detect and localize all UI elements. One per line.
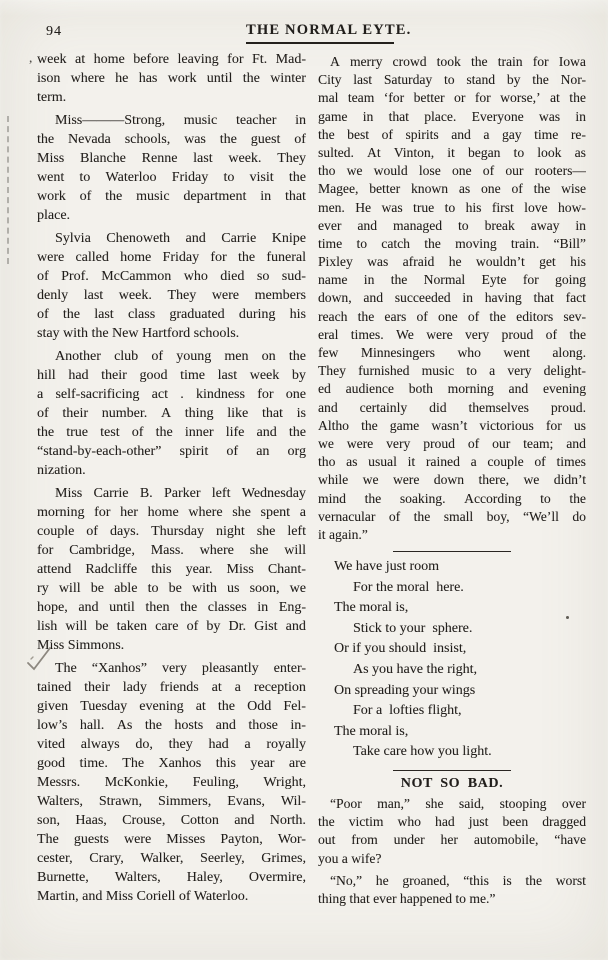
stray-ink-dot bbox=[566, 616, 569, 619]
text-line: the best of spirits and a gay time re- bbox=[318, 126, 586, 142]
text-line: tho we would lose one of our rooters— bbox=[318, 163, 586, 179]
margin-pencil-dashes bbox=[7, 116, 9, 264]
poem-line: For a lofties flight, bbox=[353, 703, 462, 719]
poem-line: For the moral here. bbox=[353, 579, 464, 595]
text-line: you a wife? bbox=[318, 850, 382, 866]
text-line: stay with the New Hartford schools. bbox=[37, 326, 240, 341]
paragraph bbox=[37, 659, 306, 906]
paragraph bbox=[318, 795, 586, 868]
pencil-checkmark-icon bbox=[25, 645, 53, 673]
text-line: cester, Crary, Walker, Seerley, Grimes, bbox=[37, 851, 306, 866]
text-line: work of the music department in that bbox=[37, 189, 306, 204]
text-line: lish will be taken care of by Dr. Gist and bbox=[37, 619, 306, 634]
text-line: ry will be able to be with us soon, we bbox=[37, 581, 306, 596]
text-line: They furnished music to a very delight- bbox=[318, 363, 586, 379]
text-line: we were very proud of our team; and bbox=[318, 435, 586, 451]
text-line: couple of days. Thursday night she left bbox=[37, 524, 306, 539]
text-line: for Cambridge, Mass. where she will bbox=[37, 543, 306, 558]
text-line: the Nevada schools, was the guest of bbox=[37, 132, 306, 147]
text-line: Magee, better known as one of the wise bbox=[318, 181, 586, 197]
text-line: Another club of young men on the bbox=[55, 349, 306, 364]
text-line: eral times. We were very proud of the bbox=[318, 326, 586, 342]
text-line: nization. bbox=[37, 463, 86, 478]
poem bbox=[318, 557, 586, 763]
section-divider-rule bbox=[393, 770, 511, 771]
stray-ink-mark: , bbox=[29, 50, 33, 65]
text-line: Sylvia Chenoweth and Carrie Knipe bbox=[55, 231, 306, 246]
text-line: Miss Carrie B. Parker left Wednesday bbox=[55, 486, 306, 501]
text-line: down, and succeeded in having that fact bbox=[318, 290, 586, 306]
text-line: ison where he has work until the winter bbox=[37, 71, 306, 86]
text-line: ever and managed to break away in bbox=[318, 217, 586, 233]
text-line: it again.” bbox=[318, 526, 368, 542]
text-line: Altho the game wasn’t victorious for us bbox=[318, 417, 586, 433]
left-column bbox=[37, 50, 306, 910]
text-line: given Tuesday evening at the Odd Fel- bbox=[37, 699, 306, 714]
text-line: were called home Friday for the funeral bbox=[37, 250, 306, 265]
text-line: A merry crowd took the train for Iowa bbox=[330, 54, 586, 69]
text-line: low’s hall. As the hosts and those in- bbox=[37, 718, 306, 733]
text-line: of their number. A thing like that is bbox=[37, 406, 306, 421]
text-line: of Prof. McCammon who died so sud- bbox=[37, 269, 306, 284]
text-line: attend Radcliffe this year. Miss Chant- bbox=[37, 562, 306, 577]
paragraph bbox=[318, 872, 586, 908]
section-heading: NOT SO BAD. bbox=[400, 776, 504, 791]
paragraph bbox=[37, 347, 306, 480]
text-line: Pixley was afraid he wouldn’t get his bbox=[318, 254, 586, 270]
text-line: sulted. At Vinton, it began to look as bbox=[318, 144, 586, 160]
text-line: morning for her home where she spent a bbox=[37, 505, 306, 520]
text-line: Miss Blanche Renne last week. They bbox=[37, 151, 306, 166]
text-line: vited always do, they had a royally bbox=[37, 737, 306, 752]
text-line: out from under her automobile, “have bbox=[318, 832, 586, 848]
right-column bbox=[318, 50, 586, 912]
text-line: denly last week. They were members bbox=[37, 288, 306, 303]
text-line: men. He was true to his first love how- bbox=[318, 199, 586, 215]
text-line: Miss Simmons. bbox=[37, 638, 125, 653]
text-line: Martin, and Miss Coriell of Waterloo. bbox=[37, 889, 249, 904]
text-line: and certainly did themselves proud. bbox=[318, 399, 586, 415]
text-line: vernacular of the small boy, “We’ll do bbox=[318, 508, 586, 524]
paragraph bbox=[37, 111, 306, 225]
text-line: name in the Normal Eyte for going bbox=[318, 272, 586, 288]
text-line: City last Saturday to stand by the Nor- bbox=[318, 72, 586, 88]
poem-line: Or if you should insist, bbox=[334, 641, 467, 657]
page-header-title: THE NORMAL EYTE. bbox=[246, 22, 394, 44]
poem-line: The moral is, bbox=[334, 723, 409, 739]
text-line: place. bbox=[37, 208, 71, 223]
section-divider-rule bbox=[393, 551, 511, 552]
text-line: time to catch the moving train. “Bill” bbox=[318, 235, 586, 251]
text-line: hope, and until then the classes in Eng- bbox=[37, 600, 306, 615]
poem-line: Take care how you light. bbox=[353, 744, 492, 760]
text-line: Messrs. McKonkie, Feuling, Wright, bbox=[37, 775, 306, 790]
paragraph bbox=[37, 229, 306, 343]
poem-line: The moral is, bbox=[334, 600, 409, 616]
text-line: of the last class graduated during his bbox=[37, 307, 306, 322]
text-line: good time. The Xanhos this year are bbox=[37, 756, 306, 771]
text-line: few Minnesingers who went along. bbox=[318, 345, 586, 360]
poem-line: As you have the right, bbox=[353, 662, 478, 678]
paragraph bbox=[37, 484, 306, 655]
text-line: the true test of the inner life and the bbox=[37, 425, 306, 440]
text-line: reach the ears of one of the editors sev- bbox=[318, 308, 586, 324]
text-line: son, Haas, Crouse, Cotton and North. bbox=[37, 813, 306, 828]
text-line: Burnette, Walters, Haley, Overmire, bbox=[37, 870, 306, 885]
text-line: the victim who had just been dragged bbox=[318, 814, 586, 830]
text-line: The guests were Misses Payton, Wor- bbox=[37, 832, 306, 847]
poem-line: On spreading your wings bbox=[334, 682, 476, 698]
text-line: tained their lady friends at a reception bbox=[37, 680, 306, 695]
text-line: mal team ‘for better or for worse,’ at the bbox=[318, 90, 586, 106]
text-line: Walters, Strawn, Simmers, Evans, Wil- bbox=[37, 794, 306, 809]
text-line: week at home before leaving for Ft. Mad- bbox=[37, 52, 306, 67]
text-line: while we were down there, we didn’t bbox=[318, 472, 586, 488]
poem-line: We have just room bbox=[334, 559, 440, 575]
text-line: “No,” he groaned, “this is the worst bbox=[330, 872, 586, 888]
text-line: mind the soaking. According to the bbox=[318, 490, 586, 506]
poem-line: Stick to your sphere. bbox=[353, 620, 473, 636]
paragraph bbox=[37, 50, 306, 107]
text-line: term. bbox=[37, 90, 67, 105]
text-line: hill had their good time last week by bbox=[37, 368, 306, 383]
text-line: “Poor man,” she said, stooping over bbox=[330, 796, 586, 811]
text-line: Miss———Strong, music teacher in bbox=[55, 113, 306, 128]
text-line: The “Xanhos” very pleasantly enter- bbox=[55, 661, 306, 676]
text-line: thing that ever happened to me.” bbox=[318, 890, 496, 906]
text-line: went to Waterloo Friday to visit the bbox=[37, 170, 306, 185]
text-line: a self-sacrificing act . kindness for one bbox=[37, 387, 306, 402]
text-line: ed audience both morning and evening bbox=[318, 381, 586, 397]
paragraph bbox=[318, 53, 586, 544]
text-line: game in that place. Everyone was in bbox=[318, 108, 586, 124]
page-number: 94 bbox=[46, 24, 62, 39]
text-line: “stand-by-each-other” spirit of an org bbox=[37, 444, 306, 459]
text-line: tho as usual it rained a couple of times bbox=[318, 454, 586, 470]
